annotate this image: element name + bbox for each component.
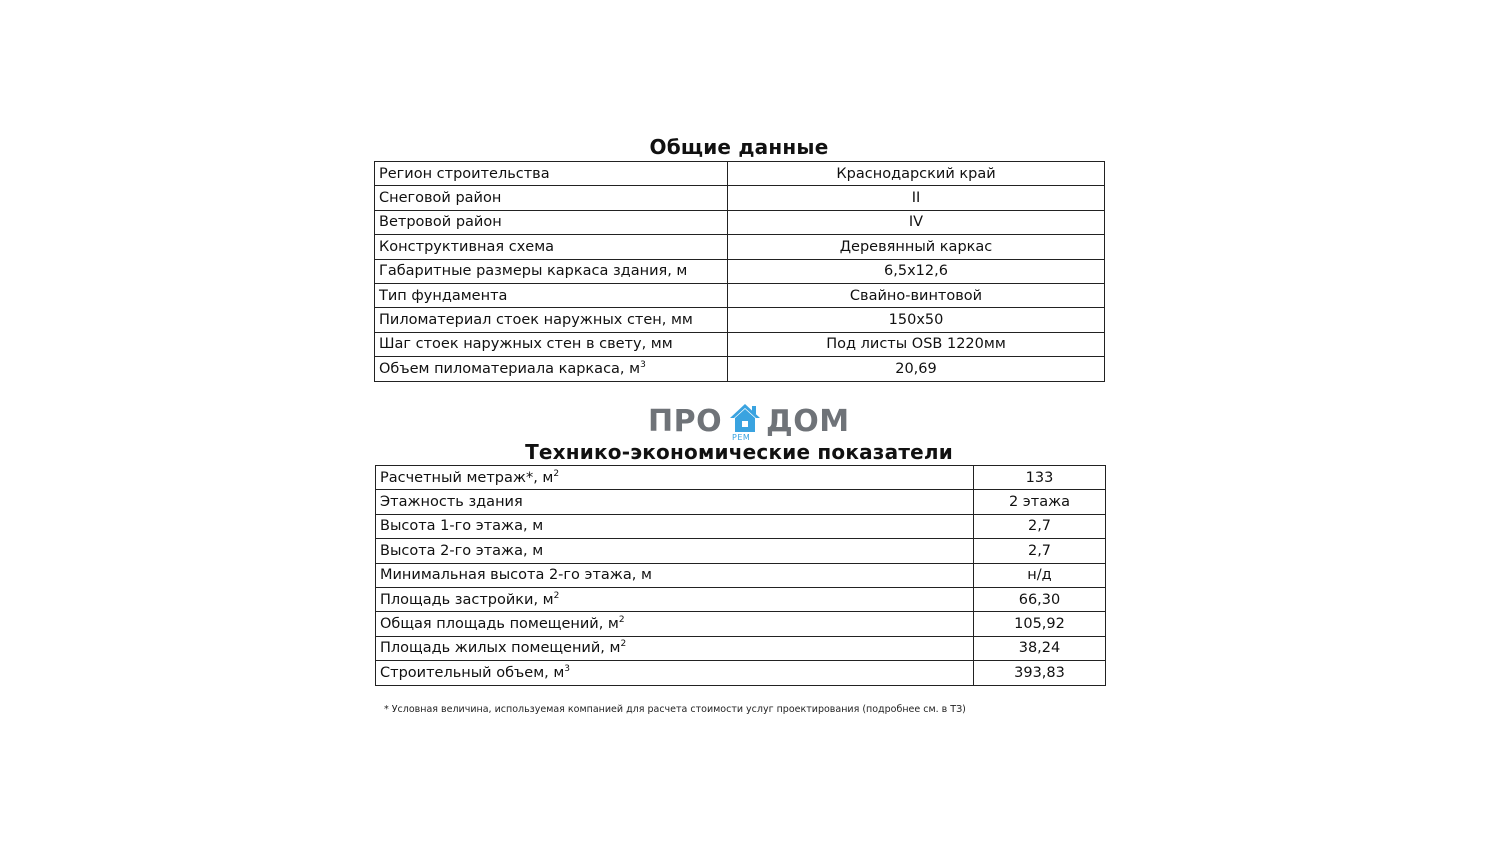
row-label-cell	[376, 466, 974, 490]
row-label: Габаритные размеры каркаса здания, м	[379, 263, 688, 280]
row-label: Регион строительства	[379, 165, 550, 182]
row-value: II	[728, 186, 1105, 210]
table-row	[375, 186, 1105, 210]
table-row	[376, 661, 1106, 685]
row-label-cell	[375, 162, 728, 186]
row-label: Снеговой район	[379, 190, 502, 207]
table-row	[375, 357, 1105, 381]
row-label-cell	[375, 357, 728, 381]
row-label-cell	[375, 259, 728, 283]
row-label-cell	[376, 587, 974, 611]
unit-exponent: 2	[620, 639, 627, 650]
table-row	[376, 539, 1106, 563]
table-row	[376, 514, 1106, 538]
row-label-cell	[375, 210, 728, 234]
unit-exponent: 3	[640, 359, 646, 370]
row-value: Под листы OSB 1220мм	[728, 332, 1105, 356]
row-value: 105,92	[974, 612, 1106, 636]
indicators-title: Технико-экономические показатели	[525, 440, 953, 464]
row-label-cell	[376, 514, 974, 538]
table-row	[375, 162, 1105, 186]
row-label: Шаг стоек наружных стен в свету, мм	[379, 336, 673, 353]
row-label: Площадь застройки, м	[380, 591, 554, 608]
row-label: Пиломатериал стоек наружных стен, мм	[379, 312, 693, 329]
unit-exponent: 3	[564, 663, 571, 674]
row-value: IV	[728, 210, 1105, 234]
row-label-cell	[376, 539, 974, 563]
table-row	[375, 235, 1105, 259]
row-value: 2,7	[974, 514, 1106, 538]
row-label: Тип фундамента	[379, 287, 508, 304]
row-label: Объем пиломатериала каркаса, м	[379, 360, 641, 377]
row-label-cell	[376, 636, 974, 660]
general-data-rows	[375, 162, 1105, 382]
house-window	[742, 421, 748, 427]
table-row	[376, 587, 1106, 611]
table-row	[375, 210, 1105, 234]
footnote: * Условная величина, используемая компанией для расчета стоимости услуг проектирования (подробнее см. в ТЗ)	[384, 704, 966, 715]
table-row	[376, 466, 1106, 490]
row-value: 2,7	[974, 539, 1106, 563]
general-data-title: Общие данные	[649, 135, 829, 159]
row-label: Строительный объем, м	[380, 664, 565, 681]
row-label-cell	[375, 308, 728, 332]
row-value: Краснодарский край	[728, 162, 1105, 186]
row-label: Площадь жилых помещений, м	[380, 640, 621, 657]
table-row	[375, 332, 1105, 356]
row-label: Расчетный метраж*, м	[380, 469, 554, 486]
row-label: Этажность здания	[380, 494, 523, 511]
table-row	[376, 612, 1106, 636]
row-label-cell	[375, 186, 728, 210]
row-value: 6,5х12,6	[728, 259, 1105, 283]
unit-exponent: 2	[553, 468, 560, 479]
house-chimney	[752, 406, 756, 414]
table-row	[376, 490, 1106, 514]
general-data-table	[374, 161, 1105, 382]
row-label: Ветровой район	[379, 214, 502, 231]
row-label-cell	[376, 612, 974, 636]
logo-word-pro: ПРО	[648, 404, 723, 439]
row-label: Общая площадь помещений, м	[380, 616, 619, 633]
row-label-cell	[376, 563, 974, 587]
row-value: 150х50	[728, 308, 1105, 332]
row-label-cell	[375, 332, 728, 356]
row-value: 66,30	[974, 587, 1106, 611]
row-label-cell	[376, 661, 974, 685]
indicators-rows	[376, 466, 1106, 686]
table-row	[375, 308, 1105, 332]
indicators-table	[375, 465, 1106, 686]
row-label-cell	[376, 490, 974, 514]
row-value: 2 этажа	[974, 490, 1106, 514]
company-logo	[648, 402, 852, 442]
table-row	[376, 563, 1106, 587]
unit-exponent: 2	[618, 615, 625, 626]
table-row	[376, 636, 1106, 660]
row-label-cell	[375, 235, 728, 259]
row-label-cell	[375, 283, 728, 307]
row-label: Высота 1-го этажа, м	[380, 518, 544, 535]
row-value: 20,69	[728, 357, 1105, 381]
table-row	[375, 283, 1105, 307]
row-value: 38,24	[974, 636, 1106, 660]
row-label: Высота 2-го этажа, м	[380, 542, 544, 559]
logo-small-text: РЕМ	[732, 433, 751, 442]
table-row	[375, 259, 1105, 283]
row-value: 133	[974, 466, 1106, 490]
logo-word-dom: ДОМ	[766, 404, 850, 439]
row-value: Свайно-винтовой	[728, 283, 1105, 307]
row-value: н/д	[974, 563, 1106, 587]
unit-exponent: 2	[553, 590, 560, 601]
row-value: Деревянный каркас	[728, 235, 1105, 259]
row-label: Конструктивная схема	[379, 238, 555, 255]
row-value: 393,83	[974, 661, 1106, 685]
row-label: Минимальная высота 2-го этажа, м	[380, 567, 652, 584]
